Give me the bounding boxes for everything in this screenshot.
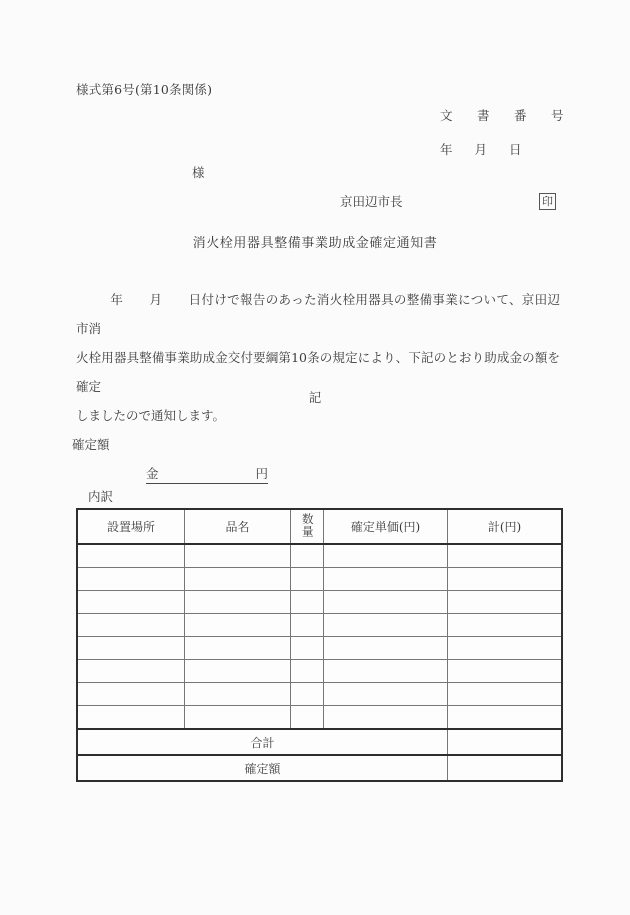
cell-place[interactable] [77, 568, 185, 591]
cell-qty[interactable] [291, 683, 324, 706]
currency-prefix: 金 [146, 466, 159, 481]
table-row [77, 614, 562, 637]
date-day-label: 日 [509, 142, 522, 157]
cell-unit-price[interactable] [324, 660, 448, 683]
cell-qty[interactable] [291, 614, 324, 637]
body-line-3: しましたので通知します。 [76, 408, 226, 423]
cell-unit-price[interactable] [324, 544, 448, 568]
document-meta-block [440, 106, 570, 174]
column-header-total: 計(円) [448, 509, 563, 544]
body-text [76, 285, 560, 430]
column-header-qty-text: 数量 [300, 512, 315, 538]
cell-unit-price[interactable] [324, 568, 448, 591]
cell-total[interactable] [448, 591, 563, 614]
table-body [77, 544, 562, 781]
seal-icon: 印 [539, 193, 556, 210]
body-line-1 [76, 285, 560, 343]
date-month-label: 月 [474, 142, 488, 157]
cell-item[interactable] [185, 637, 291, 660]
cell-unit-price[interactable] [324, 637, 448, 660]
subtotal-label: 合計 [77, 729, 448, 755]
cell-total[interactable] [448, 568, 563, 591]
cell-item[interactable] [185, 706, 291, 730]
breakdown-label: 内訳 [88, 489, 114, 504]
date-year-label: 年 [440, 142, 453, 157]
column-header-place: 設置場所 [77, 509, 185, 544]
cell-item[interactable] [185, 568, 291, 591]
body-line-1-rest: 日付けで報告のあった消火栓用器具の整備事業について、京田辺市消 [76, 292, 560, 336]
cell-qty[interactable] [291, 568, 324, 591]
currency-suffix: 円 [255, 466, 268, 481]
form-number: 様式第6号(第10条関係) [76, 82, 213, 97]
table-row [77, 637, 562, 660]
cell-unit-price[interactable] [324, 706, 448, 730]
cell-qty[interactable] [291, 706, 324, 730]
table-row [77, 544, 562, 568]
table-row [77, 660, 562, 683]
cell-qty[interactable] [291, 637, 324, 660]
column-header-qty [291, 509, 324, 544]
cell-total[interactable] [448, 683, 563, 706]
document-number-label: 文 書 番 号 [440, 108, 570, 123]
cell-place[interactable] [77, 637, 185, 660]
cell-item[interactable] [185, 683, 291, 706]
cell-place[interactable] [77, 544, 185, 568]
cell-item[interactable] [185, 591, 291, 614]
column-header-unit-price: 確定単価(円) [324, 509, 448, 544]
table-header [77, 509, 562, 544]
cell-total[interactable] [448, 614, 563, 637]
cell-total[interactable] [448, 544, 563, 568]
body-line-2: 火栓用器具整備事業助成金交付要綱第10条の規定により、下記のとおり助成金の額を確定 [76, 350, 560, 394]
cell-qty[interactable] [291, 591, 324, 614]
cell-unit-price[interactable] [324, 614, 448, 637]
subtotal-value[interactable] [448, 729, 563, 755]
table-row [77, 591, 562, 614]
page-title: 消火栓用器具整備事業助成金確定通知書 [192, 236, 438, 251]
table-row-confirmed-total [77, 755, 562, 781]
cell-unit-price[interactable] [324, 591, 448, 614]
cell-item[interactable] [185, 660, 291, 683]
table-row-subtotal [77, 729, 562, 755]
addressee-honorific: 様 [192, 165, 205, 180]
body-date-month: 月 [149, 292, 163, 307]
cell-place[interactable] [77, 614, 185, 637]
table-header-row [77, 509, 562, 544]
cell-item[interactable] [185, 614, 291, 637]
ki-marker: 記 [308, 390, 322, 405]
cell-place[interactable] [77, 660, 185, 683]
cell-place[interactable] [77, 706, 185, 730]
confirmed-total-label: 確定額 [77, 755, 448, 781]
cell-item[interactable] [185, 544, 291, 568]
column-header-item: 品名 [185, 509, 291, 544]
confirmed-total-value[interactable] [448, 755, 563, 781]
cell-total[interactable] [448, 706, 563, 730]
cell-total[interactable] [448, 660, 563, 683]
cell-place[interactable] [77, 683, 185, 706]
cell-qty[interactable] [291, 544, 324, 568]
table-row [77, 683, 562, 706]
issuer-row [340, 192, 556, 210]
cell-total[interactable] [448, 637, 563, 660]
confirmed-amount-field[interactable] [146, 464, 268, 484]
document-date-line [440, 140, 570, 158]
cell-place[interactable] [77, 591, 185, 614]
cell-unit-price[interactable] [324, 683, 448, 706]
breakdown-table [76, 508, 563, 782]
table-row [77, 706, 562, 730]
table-row [77, 568, 562, 591]
issuer-title: 京田辺市長 [340, 194, 403, 209]
cell-qty[interactable] [291, 660, 324, 683]
body-date-year: 年 [110, 292, 124, 307]
confirmed-amount-label: 確定額 [72, 437, 110, 452]
